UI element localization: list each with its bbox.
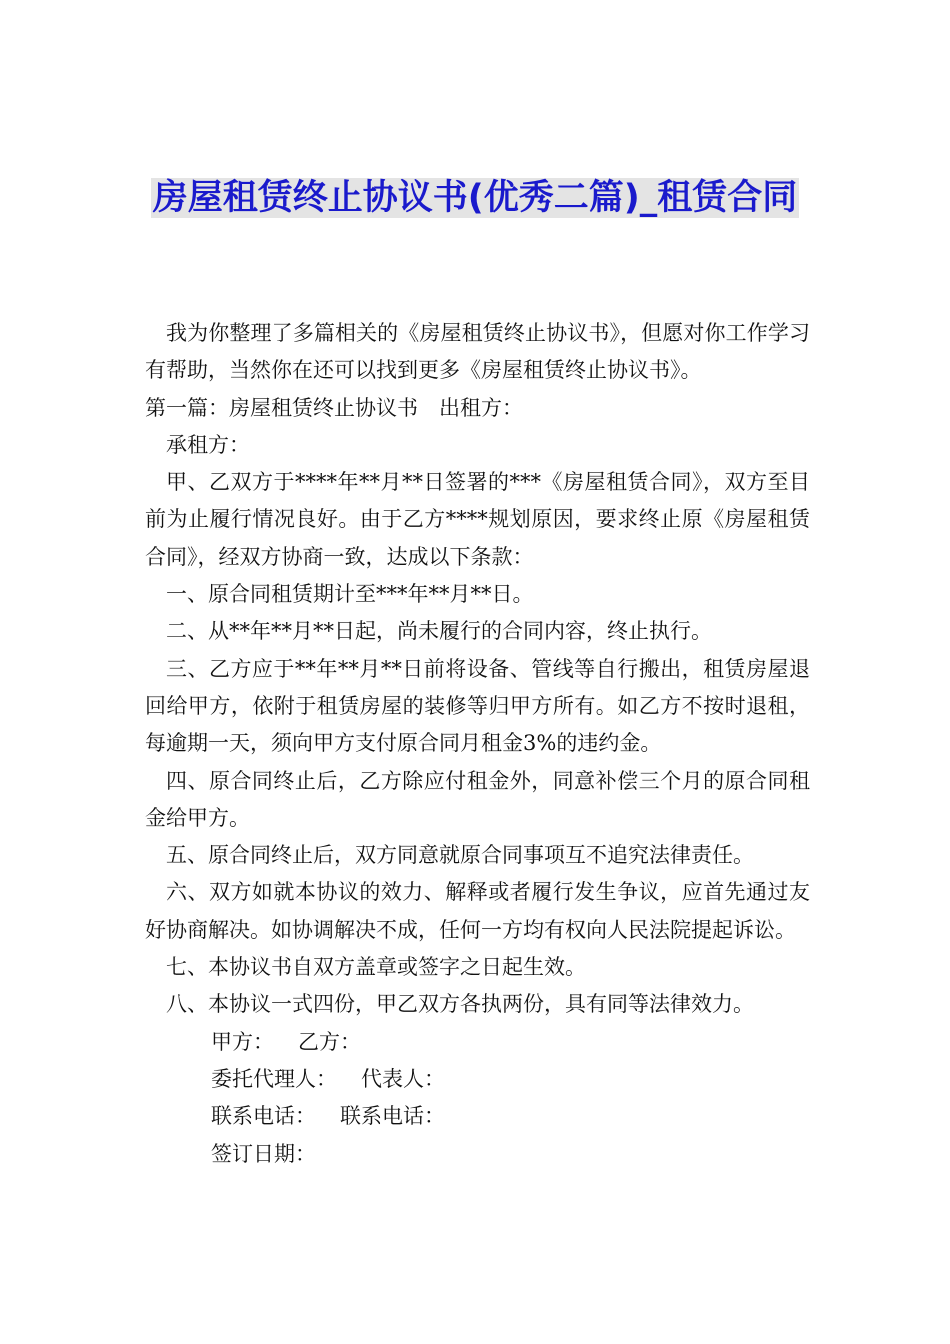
party-b-label: 乙方： [298, 1029, 361, 1054]
clause-2: 二、从**年**月**日起，尚未履行的合同内容，终止执行。 [166, 619, 712, 644]
clause-3: 三、乙方应于**年**月**日前将设备、管线等自行搬出，租赁房屋退回给甲方，依附于租赁房屋的装修等归甲方所有。如乙方不按时退租，每逾期一天，须向甲方支付原合同月租金3%的违约金。 [145, 656, 810, 756]
clause-8: 八、本协议一式四份，甲乙双方各执两份，具有同等法律效力。 [166, 992, 754, 1017]
preamble-paragraph: 甲、乙双方于****年**月**日签署的***《房屋租赁合同》，双方至目前为止履行情况良好。由于乙方****规划原因，要求终止原《房屋租赁合同》，经双方协商一致，达成以下条款： [145, 470, 810, 569]
document-body [145, 315, 810, 1173]
party-a-label: 甲方： [211, 1029, 274, 1054]
clause-5: 五、原合同终止后，双方同意就原合同事项互不追究法律责任。 [166, 843, 754, 868]
representative-label: 代表人： [361, 1066, 445, 1091]
phone-b-label: 联系电话： [340, 1104, 445, 1129]
phone-a-label: 联系电话： [211, 1104, 316, 1129]
clause-6: 六、双方如就本协议的效力、解释或者履行发生争议，应首先通过友好协商解决。如协调解决不成，任何一方均有权向人民法院提起诉讼。 [145, 880, 810, 942]
clause-4: 四、原合同终止后，乙方除应付租金外，同意补偿三个月的原合同租金给甲方。 [145, 768, 810, 830]
sign-date-label: 签订日期： [211, 1141, 316, 1166]
signature-agent-line [145, 1061, 810, 1098]
clause-7: 七、本协议书自双方盖章或签字之日起生效。 [166, 955, 586, 980]
signature-parties-line [145, 1024, 810, 1061]
intro-paragraph: 我为你整理了多篇相关的《房屋租赁终止协议书》，但愿对你工作学习有帮助，当然你在还可以找到更多《房屋租赁终止协议书》。 [145, 321, 810, 383]
clause-1: 一、原合同租赁期计至***年**月**日。 [166, 582, 534, 607]
document-title-text: 房屋租赁终止协议书(优秀二篇)_租赁合同 [152, 178, 798, 218]
document-title [145, 172, 805, 224]
section-heading-lessor: 第一篇：房屋租赁终止协议书 出租方： [145, 395, 523, 420]
agent-label: 委托代理人： [211, 1066, 337, 1091]
signature-phone-line [145, 1098, 810, 1135]
lessee-line: 承租方： [166, 432, 250, 457]
signature-date-line [145, 1136, 810, 1173]
